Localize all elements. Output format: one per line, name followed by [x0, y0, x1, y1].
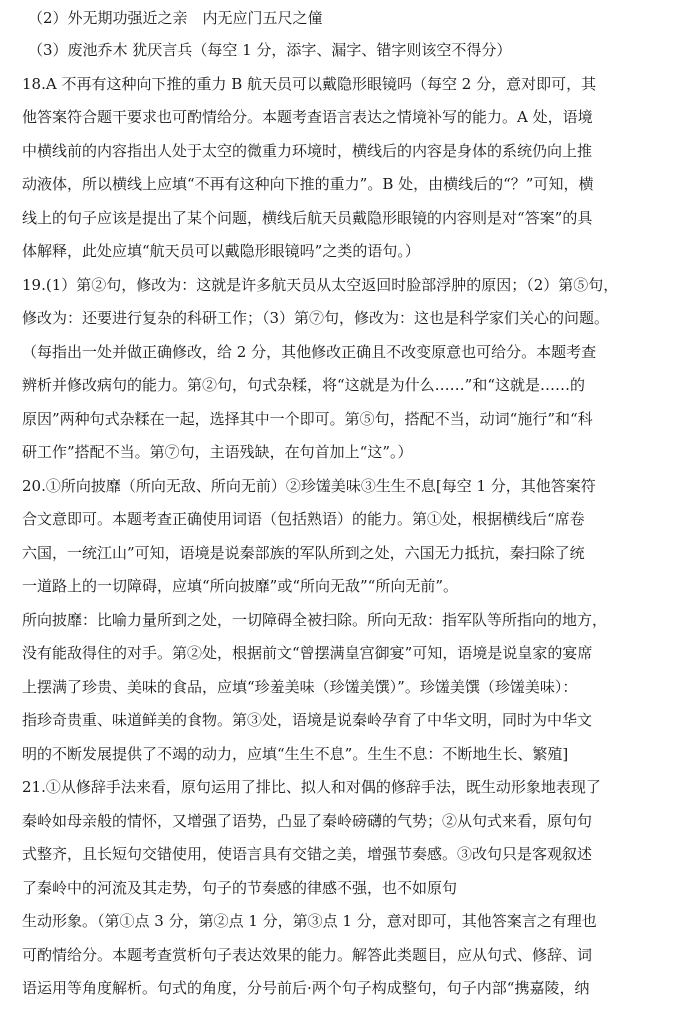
text-line: 指珍奇贵重、味道鲜美的食物。第③处，语境是说秦岭孕育了中华文明，同时为中华文 [22, 711, 593, 729]
text-line: （2）外无期功强近之亲 内无应门五尺之僮 [28, 9, 323, 27]
text-line: 一道路上的一切障碍，应填“所向披靡”或“所向无敌”“所向无前”。 [22, 577, 459, 595]
text-line: 20.①所向披靡（所向无敌、所向无前）②珍馐美味③生生不息[每空 1 分，其他答案符 [22, 477, 596, 495]
text-line: 21.①从修辞手法来看，原句运用了排比、拟人和对偶的修辞手法，既生动形象地表现了 [22, 778, 601, 796]
text-line: 明的不断发展提供了不竭的动力，应填“生生不息”。生生不息：不断地生长、繁殖] [22, 745, 569, 763]
text-line: 动液体，所以横线上应填“不再有这种向下推的重力”。B 处，由横线后的“？”可知，横 [22, 175, 594, 193]
text-line: 生动形象。（第①点 3 分，第②点 1 分，第③点 1 分，意对即可，其他答案言之有理也 [22, 912, 597, 930]
text-line: 18.A 不再有这种向下推的重力 B 航天员可以戴隐形眼镜吗（每空 2 分，意对即可，其 [22, 75, 597, 93]
text-line: 可酌情给分。本题考查赏析句子表达效果的能力。解答此类题目，应从句式、修辞、词 [22, 946, 593, 964]
text-line: 上摆满了珍贵、美味的食品，应填“珍羞美味（珍馐美馔）”。珍馐美馔（珍馐美味）： [22, 678, 578, 696]
text-line: （3）废池乔木 犹厌言兵（每空 1 分，添字、漏字、错字则该空不得分） [28, 41, 512, 59]
text-line: 没有能敌得住的对手。第②处，根据前文“曾摆满皇宫御宴”可知，语境是说皇家的宴席 [22, 644, 593, 662]
text-line: 语运用等角度解析。句式的角度，分号前后·两个句子构成整句，句子内部“携嘉陵，纳 [22, 979, 590, 997]
text-line: 线上的句子应该是提出了某个问题，横线后航天员戴隐形眼镜的内容则是对“答案”的具 [22, 209, 593, 227]
text-line: 所向披靡：比喻力量所到之处，一切障碍全被扫除。所向无敌：指军队等所指向的地方， [22, 611, 608, 629]
text-line: 19.(1）第②句，修改为：这就是许多航天员从太空返回时脸部浮肿的原因；（2）第⑤句， [22, 276, 619, 294]
text-line: 体解释，此处应填“航天员可以戴隐形眼镜吗”之类的语句。） [22, 242, 420, 260]
text-line: 中横线前的内容指出人处于太空的微重力环境时，横线后的内容是身体的系统仍向上推 [22, 142, 593, 160]
text-line: 式整齐，且长短句交错使用，使语言具有交错之美，增强节奏感。③改句只是客观叙述 [22, 845, 593, 863]
text-line: 秦岭如母亲般的情怀，又增强了语势，凸显了秦岭磅礴的气势；②从句式来看，原句句 [22, 812, 593, 830]
text-line: 原因”两种句式杂糅在一起，选择其中一个即可。第⑤句，搭配不当，动词“施行”和“科 [22, 410, 593, 428]
text-line: 修改为：还要进行复杂的科研工作；（3）第⑦句，修改为：这也是科学家们关心的问题。 [22, 309, 610, 327]
text-line: 合文意即可。本题考查正确使用词语（包括熟语）的能力。第①处，根据横线后“席卷 [22, 510, 585, 528]
text-line: 研工作”搭配不当。第⑦句，主语残缺，在句首加上“这”。） [22, 443, 413, 461]
text-line: 他答案符合题干要求也可酌情给分。本题考查语言表达之情境补写的能力。A 处，语境 [22, 108, 593, 126]
text-line: 辨析并修改病句的能力。第②句，句式杂糅，将“这就是为什么……”和“这就是……的 [22, 376, 586, 394]
text-line: 了秦岭中的河流及其走势，句子的节奏感的律感不强，也不如原句 [22, 879, 458, 897]
text-line: 六国，一统江山”可知，语境是说秦部族的军队所到之处，六国无力抵抗，秦扫除了统 [22, 544, 585, 562]
text-line: （每指出一处并做正确修改，给 2 分，其他修改正确且不改变原意也可给分。本题考查 [22, 343, 597, 361]
